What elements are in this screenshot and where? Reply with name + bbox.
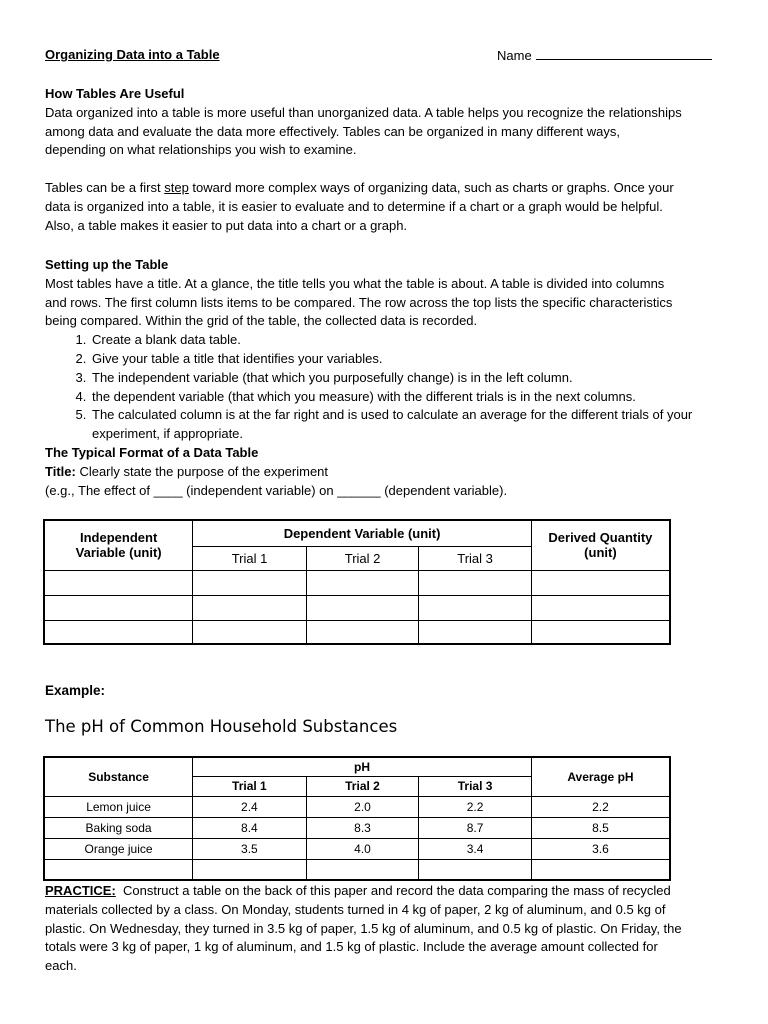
- format-example-line: (e.g., The effect of ____ (independent variable) on ______ (dependent variable).: [45, 482, 508, 498]
- blank-cell[interactable]: [306, 620, 419, 644]
- substance-cell: Orange juice: [44, 838, 193, 859]
- value-cell: 8.3: [306, 817, 419, 838]
- substance-header: Substance: [44, 757, 193, 796]
- blank-cell[interactable]: [193, 595, 307, 620]
- section-first-step: [45, 179, 735, 235]
- paragraph-line: being compared. Within the grid of the table, the collected data is recorded.: [45, 313, 478, 329]
- text-span: Tables can be a first: [45, 180, 165, 195]
- paragraph-line: Also, a table makes it easier to put data into a chart or a graph.: [45, 217, 408, 233]
- blank-cell[interactable]: [44, 620, 193, 644]
- paragraph-line: Data organized into a table is more useful than unorganized data. A table helps you recognize the relationships: [45, 104, 682, 120]
- practice-line: [45, 882, 735, 901]
- text-span: toward more complex ways of organizing data, such as charts or graphs. Once your: [188, 180, 674, 195]
- average-cell: 2.2: [531, 796, 670, 817]
- independent-variable-header: Independent Variable (unit): [44, 520, 193, 570]
- step-item: 3. The independent variable (that which you purposefully change) is in the left column.: [90, 369, 735, 388]
- value-cell: 3.5: [193, 838, 307, 859]
- blank-cell[interactable]: [531, 620, 670, 644]
- value-cell: 8.7: [419, 817, 532, 838]
- practice-label: PRACTICE:: [45, 883, 116, 898]
- steps-list: [45, 331, 735, 444]
- blank-cell: [44, 859, 193, 880]
- trial-header: Trial 3: [419, 776, 532, 796]
- practice-line: totals were 3 kg of paper, 1 kg of aluminum, and 1.5 kg of plastic. Include the average amount collected for: [45, 939, 658, 955]
- blank-cell[interactable]: [44, 570, 193, 595]
- paragraph-line: [45, 179, 735, 198]
- page-header: [45, 47, 725, 67]
- step-item: 2. Give your table a title that identifies your variables.: [90, 350, 735, 369]
- value-cell: 2.2: [419, 796, 532, 817]
- average-cell: 3.6: [531, 838, 670, 859]
- table-row: [44, 838, 670, 859]
- average-cell: 8.5: [531, 817, 670, 838]
- substance-cell: Lemon juice: [44, 796, 193, 817]
- value-cell: 3.4: [419, 838, 532, 859]
- blank-cell: [419, 859, 532, 880]
- step-item: 4. the dependent variable (that which you measure) with the different trials is in the next columns.: [90, 388, 735, 407]
- dependent-variable-header: Dependent Variable (unit): [193, 520, 532, 546]
- ph-header: pH: [193, 757, 532, 776]
- trial-header: Trial 3: [419, 546, 532, 570]
- paragraph-line: depending on what relationships you wish to examine.: [45, 142, 357, 158]
- page-title: Organizing Data into a Table: [45, 47, 220, 62]
- practice-line: materials collected by a class. On Monday, students turned in 4 kg of paper, 2 kg of aluminum, and 0.5 kg of: [45, 901, 666, 917]
- template-data-table: [43, 519, 671, 645]
- blank-cell[interactable]: [306, 570, 419, 595]
- trial-header: Trial 1: [193, 546, 307, 570]
- name-blank-line[interactable]: [536, 47, 712, 60]
- paragraph-line: among data and evaluate the data more effectively. Tables can be organized in many different ways,: [45, 123, 621, 139]
- practice-text: Construct a table on the back of this paper and record the data comparing the mass of recycled: [115, 883, 671, 898]
- substance-cell: Baking soda: [44, 817, 193, 838]
- blank-cell: [306, 859, 419, 880]
- format-title-line: [45, 463, 735, 482]
- practice-line: plastic. On Wednesday, they turned in 3.5 kg of paper, 1.5 kg of aluminum, and 0.5 kg of plastic. On Friday, the: [45, 920, 682, 936]
- blank-cell[interactable]: [419, 620, 532, 644]
- table-row: [44, 817, 670, 838]
- trial-header: Trial 2: [306, 776, 419, 796]
- paragraph-line: and rows. The first column lists items to be compared. The row across the top lists the specific characteristics: [45, 294, 673, 310]
- section-heading: Setting up the Table: [45, 257, 169, 272]
- derived-quantity-header: Derived Quantity (unit): [531, 520, 670, 570]
- section-heading: How Tables Are Useful: [45, 86, 185, 101]
- value-cell: 2.0: [306, 796, 419, 817]
- name-field[interactable]: [497, 47, 712, 63]
- example-title: The pH of Common Household Substances: [45, 717, 398, 736]
- step-item: 5. The calculated column is at the far right and is used to calculate an average for the different trials of your experiment, if appropriate.: [90, 406, 735, 444]
- blank-cell: [193, 859, 307, 880]
- step-item: 1. Create a blank data table.: [90, 331, 735, 350]
- blank-cell[interactable]: [531, 595, 670, 620]
- example-label: Example:: [45, 683, 106, 698]
- blank-cell[interactable]: [193, 620, 307, 644]
- title-text: Clearly state the purpose of the experiment: [75, 463, 329, 479]
- format-heading: The Typical Format of a Data Table: [45, 444, 259, 460]
- trial-header: Trial 1: [193, 776, 307, 796]
- average-ph-header: Average pH: [531, 757, 670, 796]
- value-cell: 8.4: [193, 817, 307, 838]
- table-row: [44, 796, 670, 817]
- ph-example-table: [43, 756, 671, 881]
- step-underlined-word: step: [164, 180, 189, 195]
- value-cell: 4.0: [306, 838, 419, 859]
- blank-cell[interactable]: [193, 570, 307, 595]
- section-setting-up: [45, 256, 735, 500]
- blank-cell[interactable]: [306, 595, 419, 620]
- blank-cell[interactable]: [44, 595, 193, 620]
- practice-section: [45, 882, 735, 976]
- table-row: [44, 859, 670, 880]
- paragraph-line: data is organized into a table, it is easier to evaluate and to determine if a chart or a graph would be helpful.: [45, 198, 663, 214]
- practice-line: each.: [45, 958, 77, 974]
- blank-cell[interactable]: [531, 570, 670, 595]
- paragraph-line: Most tables have a title. At a glance, the title tells you what the table is about. A table is divided into columns: [45, 275, 665, 291]
- trial-header: Trial 2: [306, 546, 419, 570]
- blank-cell[interactable]: [419, 570, 532, 595]
- blank-cell[interactable]: [419, 595, 532, 620]
- title-label: Title:: [45, 463, 76, 479]
- name-label: Name: [497, 48, 532, 63]
- section-how-tables-useful: [45, 85, 735, 160]
- value-cell: 2.4: [193, 796, 307, 817]
- blank-cell: [531, 859, 670, 880]
